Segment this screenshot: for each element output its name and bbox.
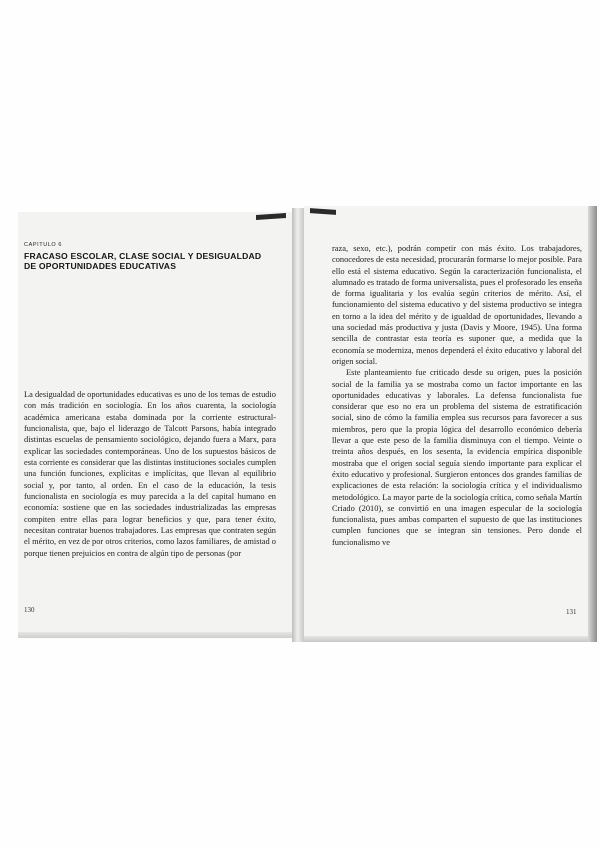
page-top-mark xyxy=(310,208,336,215)
page-bottom-edge xyxy=(304,636,588,642)
book-gutter xyxy=(292,208,304,642)
chapter-label: CAPITULO 6 xyxy=(24,242,63,248)
paragraph: Este planteamiento fue criticado desde su origen, pues la posición social de la familia ya se mostraba como un factor importante en las oportunidades educativas y laborales. La defensa funcionalista fue considerar que eso no era un problema del sistema de estratificación social, sino de cómo la familia emplea sus recursos para favorecer a sus miembros, pero que la propia lógica del desarrollo económico debería llevar a que este peso de la familia disminuya con el tiempo. Veinte o treinta años después, en los sesenta, la evidencia empírica disponible mostraba que el origen social seguía siendo importante para explicar el éxito educativo y profesional. Surgieron entonces dos grandes familias de explicaciones de esta relación: la sociología crítica y el individualismo metodológico. La mayor parte de la sociología crítica, como señala Martín Criado (2010), se convirtió en una imagen especular de la sociología funcionalista, pues ambas comparten el supuesto de que las instituciones cumplen funciones que se integran sin tensiones. Pero donde el funcionalismo ve xyxy=(332,368,582,547)
chapter-title: FRACASO ESCOLAR, CLASE SOCIAL Y DESIGUALDAD DE OPORTUNIDADES EDUCATIVAS xyxy=(24,251,262,271)
paragraph: La desigualdad de oportunidades educativas es uno de los temas de estudio con más tradición en sociología. En los años cuarenta, la sociología académica americana estaba dominada por la corriente estructural-funcionalista, que, bajo el liderazgo de Talcott Parsons, había integrado distintas escuelas de pensamiento sociológico, dejando fuera a Marx, para explicar las sociedades contemporáneas. Uno de los supuestos básicos de esta corriente es considerar que las distintas instituciones sociales cumplen una función funciones, explícitas e implícitas, que llevan al equilibrio social y, por tanto, al orden. En el caso de la educación, la tesis funcionalista en sociología es muy parecida a la del capital humano en economía: sostiene que en las sociedades industrializadas las empresas compiten entre ellas para lograr beneficios y que, para tener éxito, necesitan contratar buenos trabajadores. Las empresas que contraten según el mérito, en vez de por otros criterios, como lazos familiares, de amistad o porque tienen prejuicios en contra de algún tipo de personas (por xyxy=(24,390,276,558)
page-bottom-edge xyxy=(18,632,292,638)
page-top-mark xyxy=(256,213,286,220)
paragraph: raza, sexo, etc.), podrán competir con más éxito. Los trabajadores, conocedores de esta necesidad, procurarán formarse lo mejor posible. Para ello está el sistema educativo. Según la caracterización funcionalista, el alumnado es tratado de forma universalista, pues el profesorado les enseña de forma igualitaria y los evalúa según criterios de mérito. Así, el funcionamiento del sistema educativo y del sistema productivo se integra en torno a la idea del mérito y de igualdad de oportunidades, llevando a una sociedad más productiva y justa (Davis y Moore, 1945). Una forma sencilla de contrastar esta teoría es suponer que, a medida que la economía se moderniza, menos dependerá el éxito educativo y laboral del origen social. xyxy=(332,244,582,366)
page-number: 131 xyxy=(566,608,577,616)
right-body-text xyxy=(332,243,582,548)
left-body-text xyxy=(24,389,276,559)
page-edge-shadow xyxy=(588,206,597,642)
page-number: 130 xyxy=(24,606,35,614)
